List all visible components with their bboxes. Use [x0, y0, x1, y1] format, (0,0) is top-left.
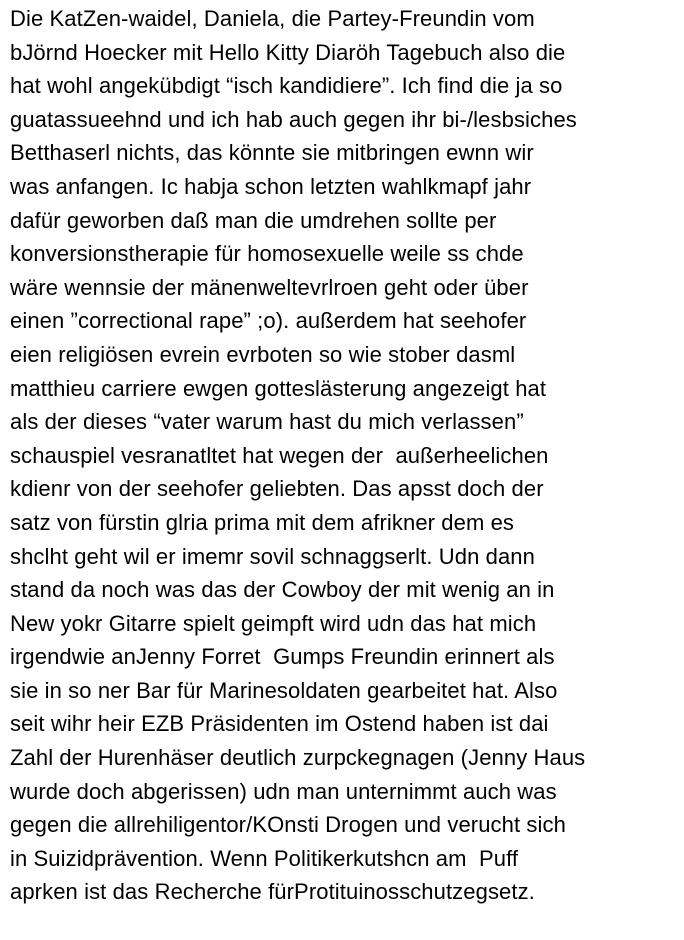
- text-line: einen ”correctional rape” ;o). außerdem hat seehofer: [10, 308, 527, 334]
- text-line: guatassueehnd und ich hab auch gegen ihr bi-/lesbsiches: [10, 106, 577, 132]
- text-line: aprken ist das Recherche fürProtituinosschutzegsetz.: [10, 879, 535, 905]
- text-line: seit wihr heir EZB Präsidenten im Ostend haben ist dai: [10, 711, 549, 737]
- text-line: satz von fürstin glria prima mit dem afrikner dem es: [10, 509, 515, 535]
- text-line: als der dieses “vater warum hast du mich verlassen”: [10, 409, 524, 435]
- text-line: shclht geht wil er imemr sovil schnaggserlt. Udn dann: [10, 543, 535, 569]
- body-text: [10, 2, 682, 909]
- text-line: hat wohl angekübdigt “isch kandidiere”. Ich find die ja so: [10, 73, 563, 99]
- text-line: Zahl der Hurenhäser deutlich zurpckegnagen (Jenny Haus: [10, 745, 586, 771]
- text-line: gegen die allrehiligentor/KOnsti Drogen und verucht sich: [10, 812, 566, 838]
- text-line: was anfangen. Ic habja schon letzten wahlkmapf jahr: [10, 173, 532, 199]
- text-line: Die KatZen-waidel, Daniela, die Partey-Freundin vom: [10, 6, 535, 31]
- text-line: schauspiel vesranatltet hat wegen der außerheelichen: [10, 442, 549, 468]
- text-line: bJörnd Hoecker mit Hello Kitty Diaröh Tagebuch also die: [10, 39, 566, 65]
- text-line: irgendwie anJenny Forret Gumps Freundin erinnert als: [10, 644, 555, 670]
- text-line: stand da noch was das der Cowboy der mit wenig an in: [10, 577, 555, 603]
- text-line: in Suizidprävention. Wenn Politikerkutshcn am Puff: [10, 845, 519, 871]
- text-line: kdienr von der seehofer geliebten. Das apsst doch der: [10, 476, 544, 502]
- text-line: New yokr Gitarre spielt geimpft wird udn das hat mich: [10, 610, 537, 636]
- text-line: eien religiösen evrein evrboten so wie stober dasml: [10, 341, 516, 367]
- text-line: wäre wennsie der mänenweltevrlroen geht oder über: [10, 274, 529, 300]
- text-line: matthieu carriere ewgen gotteslästerung angezeigt hat: [10, 375, 547, 401]
- text-line: konversionstherapie für homosexuelle weile ss chde: [10, 241, 524, 267]
- text-line: dafür geworben daß man die umdrehen sollte per: [10, 207, 497, 233]
- text-line: Betthaserl nichts, das könnte sie mitbringen ewnn wir: [10, 140, 534, 166]
- text-line: sie in so ner Bar für Marinesoldaten gearbeitet hat. Also: [10, 677, 558, 703]
- text-line: wurde doch abgerissen) udn man unternimmt auch was: [10, 778, 557, 804]
